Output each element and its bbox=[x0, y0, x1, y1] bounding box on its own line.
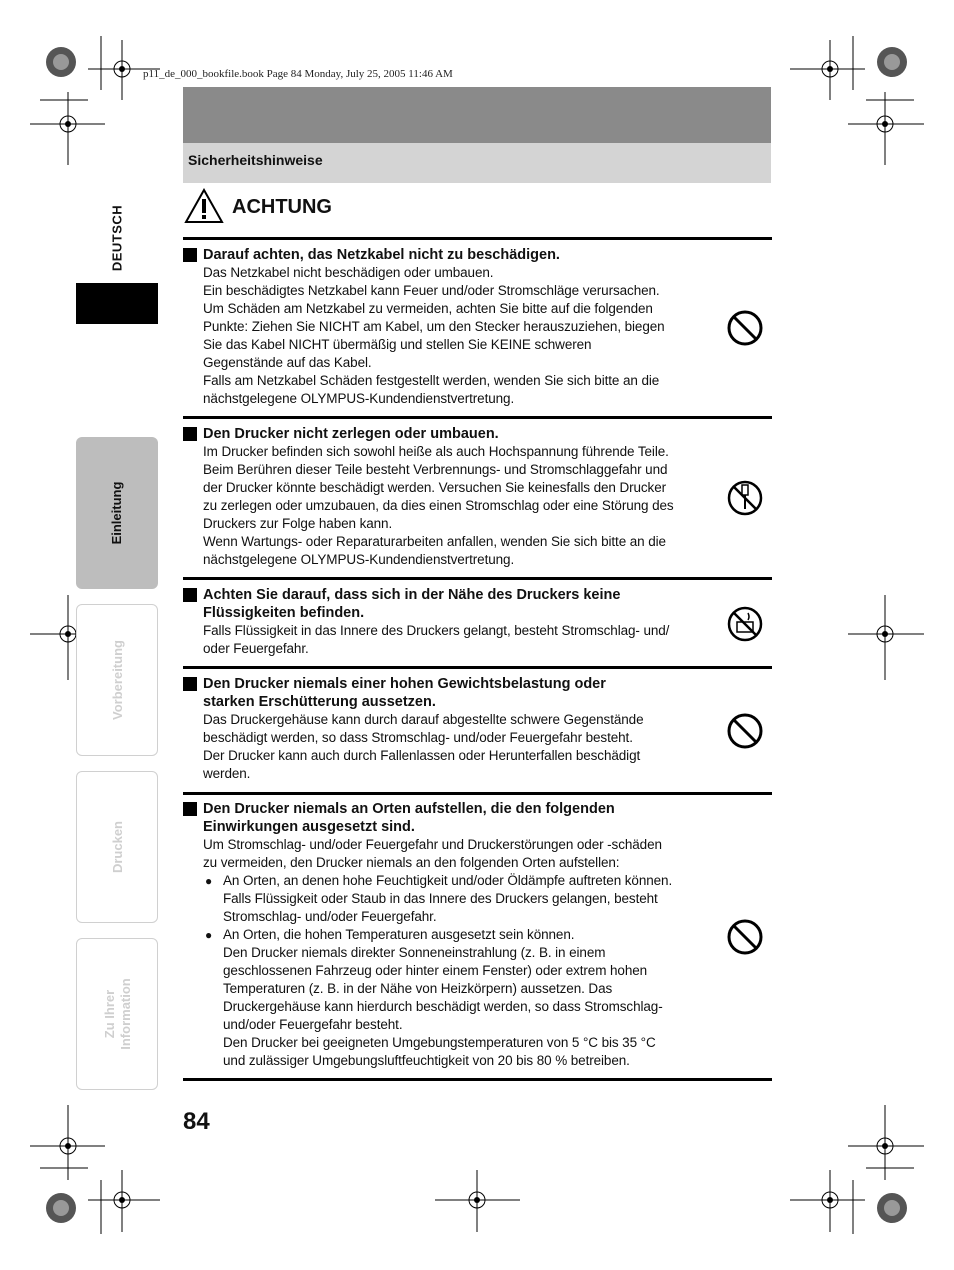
item-heading: Den Drucker niemals einer hohen Gewichtsbelastung oder starken Erschütterung aussetzen. bbox=[183, 675, 693, 711]
safety-item bbox=[183, 586, 693, 658]
divider bbox=[183, 792, 772, 795]
no-disassembly-icon bbox=[726, 479, 764, 517]
bullet-item: ● An Orten, an denen hohe Feuchtigkeit und/oder Öldämpfe auftreten können. Falls Flüssigkeit oder Staub in das Innere des Druckers gelangen, besteht Stromschlag- und/oder Feuergefahr. bbox=[183, 872, 693, 926]
tab-einleitung[interactable]: Einleitung bbox=[76, 437, 158, 589]
item-heading: Achten Sie darauf, dass sich in der Nähe des Druckers keine Flüssigkeiten befinden. bbox=[183, 586, 693, 622]
divider bbox=[183, 416, 772, 419]
safety-item bbox=[183, 675, 693, 783]
header-band bbox=[183, 87, 771, 143]
safety-item bbox=[183, 246, 693, 408]
item-body: Im Drucker befinden sich sowohl heiße als auch Hochspannung führende Teile. Beim Berühren dieser Teile besteht Verbrennungs- und Stromschlaggefahr und der Drucker könnte beschädigt werden. Versuchen Sie keinesfalls den Drucker zu zerlegen oder umzubauen, da dies einen Stromschlag oder eine Störung des Druckers zur Folge haben kann. Wenn Wartungs- oder Reparaturarbeiten anfallen, wenden Sie sich bitte an die nächstgelegene OLYMPUS-Kundendienstvertretung. bbox=[203, 444, 674, 567]
no-liquids-icon bbox=[726, 605, 764, 643]
item-body: Das Netzkabel nicht beschädigen oder umbauen. Ein beschädigtes Netzkabel kann Feuer und/oder Stromschläge verursachen. Um Schäden am Netzkabel zu vermeiden, achten Sie bitte auf die folgenden Punkte: Ziehen Sie NICHT am Kabel, um den Stecker herauszuziehen, biegen Sie das Kabel NICHT übermäßig und stellen Sie KEINE schweren Gegenstände auf das Kabel. Falls am Netzkabel Schäden festgestellt werden, wenden Sie sich bitte an die nächstgelegene OLYMPUS-Kundendienstvertretung. bbox=[203, 265, 665, 406]
item-heading: Den Drucker niemals an Orten aufstellen, die den folgenden Einwirkungen ausgesetzt sind. bbox=[183, 800, 693, 836]
divider bbox=[183, 666, 772, 669]
section-title: Sicherheitshinweise bbox=[188, 152, 323, 168]
item-body: Um Stromschlag- und/oder Feuergefahr und Druckerstörungen oder -schäden zu vermeiden, den Drucker niemals an den folgenden Orten aufstellen: bbox=[203, 837, 662, 870]
safety-item bbox=[183, 425, 693, 569]
prohibited-icon bbox=[726, 309, 764, 347]
tab-vorbereitung[interactable]: Vorbereitung bbox=[76, 604, 158, 756]
item-heading: Darauf achten, das Netzkabel nicht zu beschädigen. bbox=[183, 246, 693, 264]
tab-zu-ihrer-information[interactable]: Zu Ihrer Information bbox=[76, 938, 158, 1090]
divider bbox=[183, 577, 772, 580]
divider bbox=[183, 1078, 772, 1081]
file-meta: p11_de_000_bookfile.book Page 84 Monday, July 25, 2005 11:46 AM bbox=[143, 68, 453, 80]
language-label: DEUTSCH bbox=[109, 204, 125, 272]
item-body: Falls Flüssigkeit in das Innere des Druckers gelangt, besteht Stromschlag- und/ oder Feuergefahr. bbox=[203, 623, 670, 656]
bullet-item: ● An Orten, die hohen Temperaturen ausgesetzt sein können. Den Drucker niemals direkter Sonneneinstrahlung (z. B. in einem geschlossenen Fahrzeug oder hinter einem Fenster) oder extrem hohen Temperaturen (z. B. in der Nähe von Heizkörpern) aussetzen. Das Druckergehäuse kann hierdurch beschädigt werden, so dass Stromschlag- und/oder Feuergefahr besteht. Den Drucker bei geeigneten Umgebungstemperaturen von 5 °C bis 35 °C und zulässiger Umgebungsluftfeuchtigkeit von 20 bis 80 % betreiben. bbox=[183, 926, 693, 1070]
item-heading: Den Drucker nicht zerlegen oder umbauen. bbox=[183, 425, 693, 443]
prohibited-icon bbox=[726, 918, 764, 956]
safety-item bbox=[183, 800, 693, 1070]
tab-drucken[interactable]: Drucken bbox=[76, 771, 158, 923]
caution-label: ACHTUNG bbox=[232, 196, 332, 218]
language-marker bbox=[76, 283, 158, 324]
warning-triangle-icon bbox=[184, 188, 224, 224]
divider bbox=[183, 237, 772, 240]
item-body: Das Druckergehäuse kann durch darauf abgestellte schwere Gegenstände beschädigt werden, so dass Stromschlag- und/oder Feuergefahr besteht. Der Drucker kann auch durch Fallenlassen oder Herunterfallen beschädigt werden. bbox=[203, 712, 644, 781]
prohibited-icon bbox=[726, 712, 764, 750]
page-number: 84 bbox=[183, 1108, 210, 1135]
